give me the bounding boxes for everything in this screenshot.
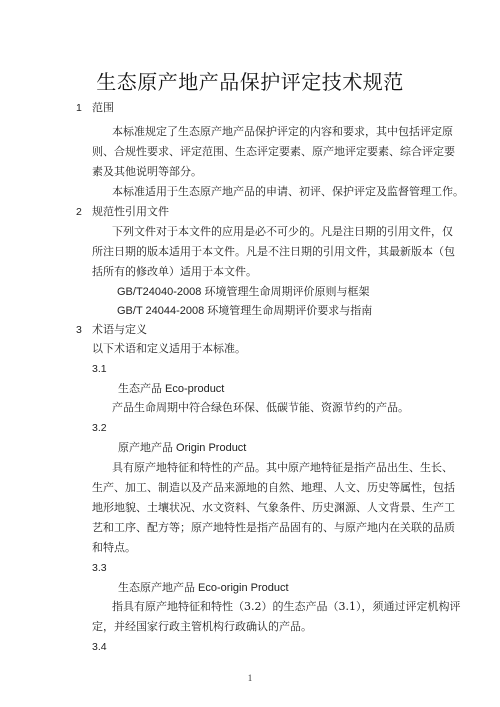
section-1-para2: 本标准适用于生态原产地产品的申请、初评、保护评定及监督管理工作。 (112, 185, 464, 198)
section-2-heading: 规范性引用文件 (92, 205, 169, 218)
section-1-para1-line3: 素及其他说明等部分。 (92, 165, 202, 178)
term-3-3-name: 生态原产地产品 Eco-origin Product (118, 582, 289, 594)
term-3-3-def-line2: 定，并经国家行政主管机构行政确认的产品。 (92, 620, 312, 633)
term-3-2-name: 原产地产品 Origin Product (118, 442, 247, 454)
section-2-para1-line1: 下列文件对于本文件的应用是必不可少的。凡是注日期的引用文件，仅 (112, 225, 453, 238)
section-1-heading: 范围 (92, 101, 114, 114)
term-3-2-def-line1: 具有原产地特征和特性的产品。其中原产地特征是指产品出生、生长、 (112, 461, 453, 474)
section-1-para1-line1: 本标准规定了生态原产地产品保护评定的内容和要求，其中包括评定原 (112, 125, 453, 138)
term-3-2-def-line3: 地形地貌、土壤状况、水文资料、气象条件、历史渊源、人文背景、生产工 (92, 501, 455, 514)
reference-item-2: GB/T 24044-2008 环境管理生命周期评价要求与指南 (117, 305, 373, 317)
section-2-number: 2 (76, 206, 82, 218)
document-title: 生态原产地产品保护评定技术规范 (96, 70, 404, 94)
term-3-1-number: 3.1 (92, 363, 107, 375)
section-2-para1-line2: 所注日期的版本适用于本文件。凡是不注日期的引用文件，其最新版本（包 (92, 245, 455, 258)
term-3-4-number: 3.4 (92, 641, 107, 653)
page-number: 1 (247, 673, 253, 683)
term-3-3-def-line1: 指具有原产地特征和特性（3.2）的生态产品（3.1），须通过评定机构评 (112, 600, 461, 613)
term-3-2-number: 3.2 (92, 422, 107, 434)
term-3-2-def-line2: 生产、加工、制造以及产品来源地的自然、地理、人文、历史等属性，包括 (92, 481, 455, 494)
section-1-para1-line2: 则、合规性要求、评定范围、生态评定要素、原产地评定要素、综合评定要 (92, 145, 455, 158)
term-3-3-number: 3.3 (92, 562, 107, 574)
term-3-1-name: 生态产品 Eco-product (118, 383, 225, 395)
section-3-heading: 术语与定义 (92, 323, 147, 336)
term-3-1-definition: 产品生命周期中符合绿色环保、低碳节能、资源节约的产品。 (112, 401, 409, 414)
section-3-intro: 以下术语和定义适用于本标准。 (92, 342, 246, 355)
reference-item-1: GB/T24040-2008 环境管理生命周期评价原则与框架 (117, 286, 370, 298)
term-3-2-def-line4: 艺和工序、配方等；原产地特性是指产品固有的、与原产地内在关联的品质 (92, 521, 455, 534)
section-1-number: 1 (76, 102, 82, 114)
section-3-number: 3 (76, 324, 82, 336)
term-3-2-def-line5: 和特点。 (92, 541, 136, 554)
section-2-para1-line3: 括所有的修改单）适用于本文件。 (92, 265, 257, 278)
